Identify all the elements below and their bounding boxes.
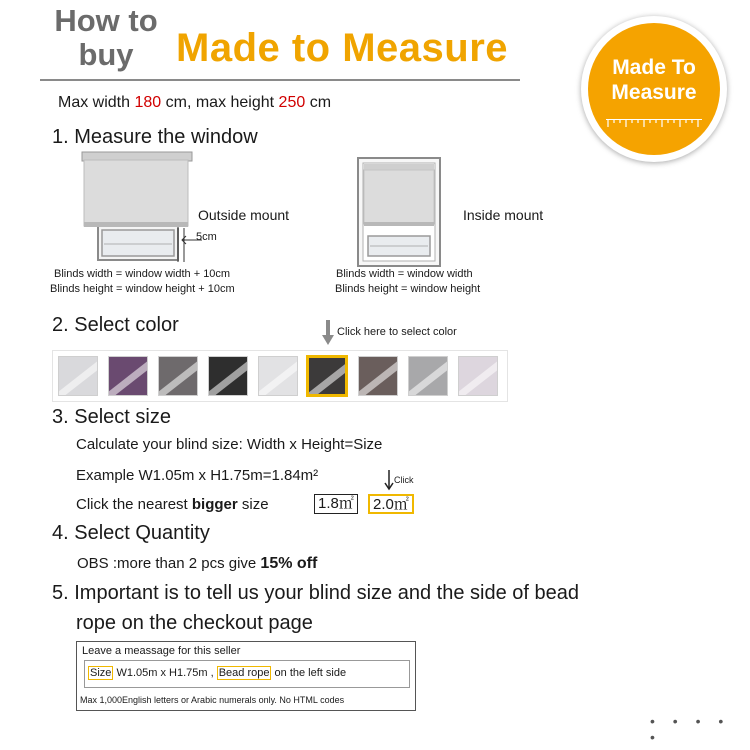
- message-example: Size W1.05m x H1.75m , Bead rope on the left side: [90, 667, 347, 679]
- size-option-1-8[interactable]: 1.8㎡: [314, 494, 358, 514]
- header-divider: [40, 79, 520, 81]
- inside-mount-label: Inside mount: [463, 207, 544, 223]
- color-swatch[interactable]: [58, 356, 98, 396]
- size-option-2-0[interactable]: 2.0㎡: [368, 494, 414, 514]
- page-title: Made to Measure: [176, 26, 509, 70]
- click-hint: Click: [394, 475, 414, 485]
- click-arrow-icon: [384, 470, 394, 492]
- outside-height-formula: Blinds height = window height + 10cm: [50, 283, 235, 295]
- size-formula: Calculate your blind size: Width x Height=Size: [76, 436, 383, 453]
- step4-title: 4. Select Quantity: [52, 522, 210, 544]
- made-to-measure-badge: Made To Measure: [581, 16, 727, 162]
- size-highlight: Size: [90, 667, 112, 679]
- color-swatch[interactable]: [358, 356, 398, 396]
- outside-mount-label: Outside mount: [198, 207, 290, 223]
- outside-mount-illustration: [80, 150, 196, 266]
- color-swatch[interactable]: [208, 356, 248, 396]
- step5-title-line1: 5. Important is to tell us your blind size and the side of bead: [52, 582, 579, 604]
- color-swatch[interactable]: [408, 356, 448, 396]
- message-box-title: Leave a meassage for this seller: [82, 645, 241, 657]
- bead-rope-highlight: Bead rope: [218, 667, 270, 679]
- pagination-dots: • • • • •: [650, 713, 731, 745]
- size-example: Example W1.05m x H1.75m=1.84m²: [76, 467, 319, 484]
- inside-width-formula: Blinds width = window width: [336, 268, 473, 280]
- color-swatch-list: [52, 350, 508, 402]
- color-hint: Click here to select color: [337, 326, 457, 338]
- step1-title: 1. Measure the window: [52, 126, 258, 148]
- max-width-value: 180: [134, 94, 162, 111]
- gap-label: 5cm: [196, 231, 217, 243]
- color-swatch[interactable]: [158, 356, 198, 396]
- step2-title: 2. Select color: [52, 314, 179, 336]
- nearest-size-instruction: Click the nearest bigger size: [76, 496, 269, 513]
- down-arrow-icon: [321, 320, 335, 346]
- ruler-icon: [606, 119, 702, 131]
- size-limits: Max width 180 cm, max height 250 cm: [58, 94, 332, 111]
- outside-width-formula: Blinds width = window width + 10cm: [54, 268, 231, 280]
- max-height-value: 250: [278, 94, 306, 111]
- color-swatch[interactable]: [258, 356, 298, 396]
- message-footnote: Max 1,000English letters or Arabic numerals only. No HTML codes: [80, 695, 345, 705]
- color-swatch[interactable]: [108, 356, 148, 396]
- quantity-discount-note: OBS :more than 2 pcs give 15% off: [77, 555, 318, 572]
- inside-mount-illustration: [356, 156, 442, 268]
- step5-title-line2: rope on the checkout page: [76, 612, 313, 634]
- color-swatch[interactable]: [307, 356, 347, 396]
- inside-height-formula: Blinds height = window height: [335, 283, 481, 295]
- how-to-buy-title: How to buy: [54, 3, 158, 72]
- color-swatch[interactable]: [458, 356, 498, 396]
- step3-title: 3. Select size: [52, 406, 171, 428]
